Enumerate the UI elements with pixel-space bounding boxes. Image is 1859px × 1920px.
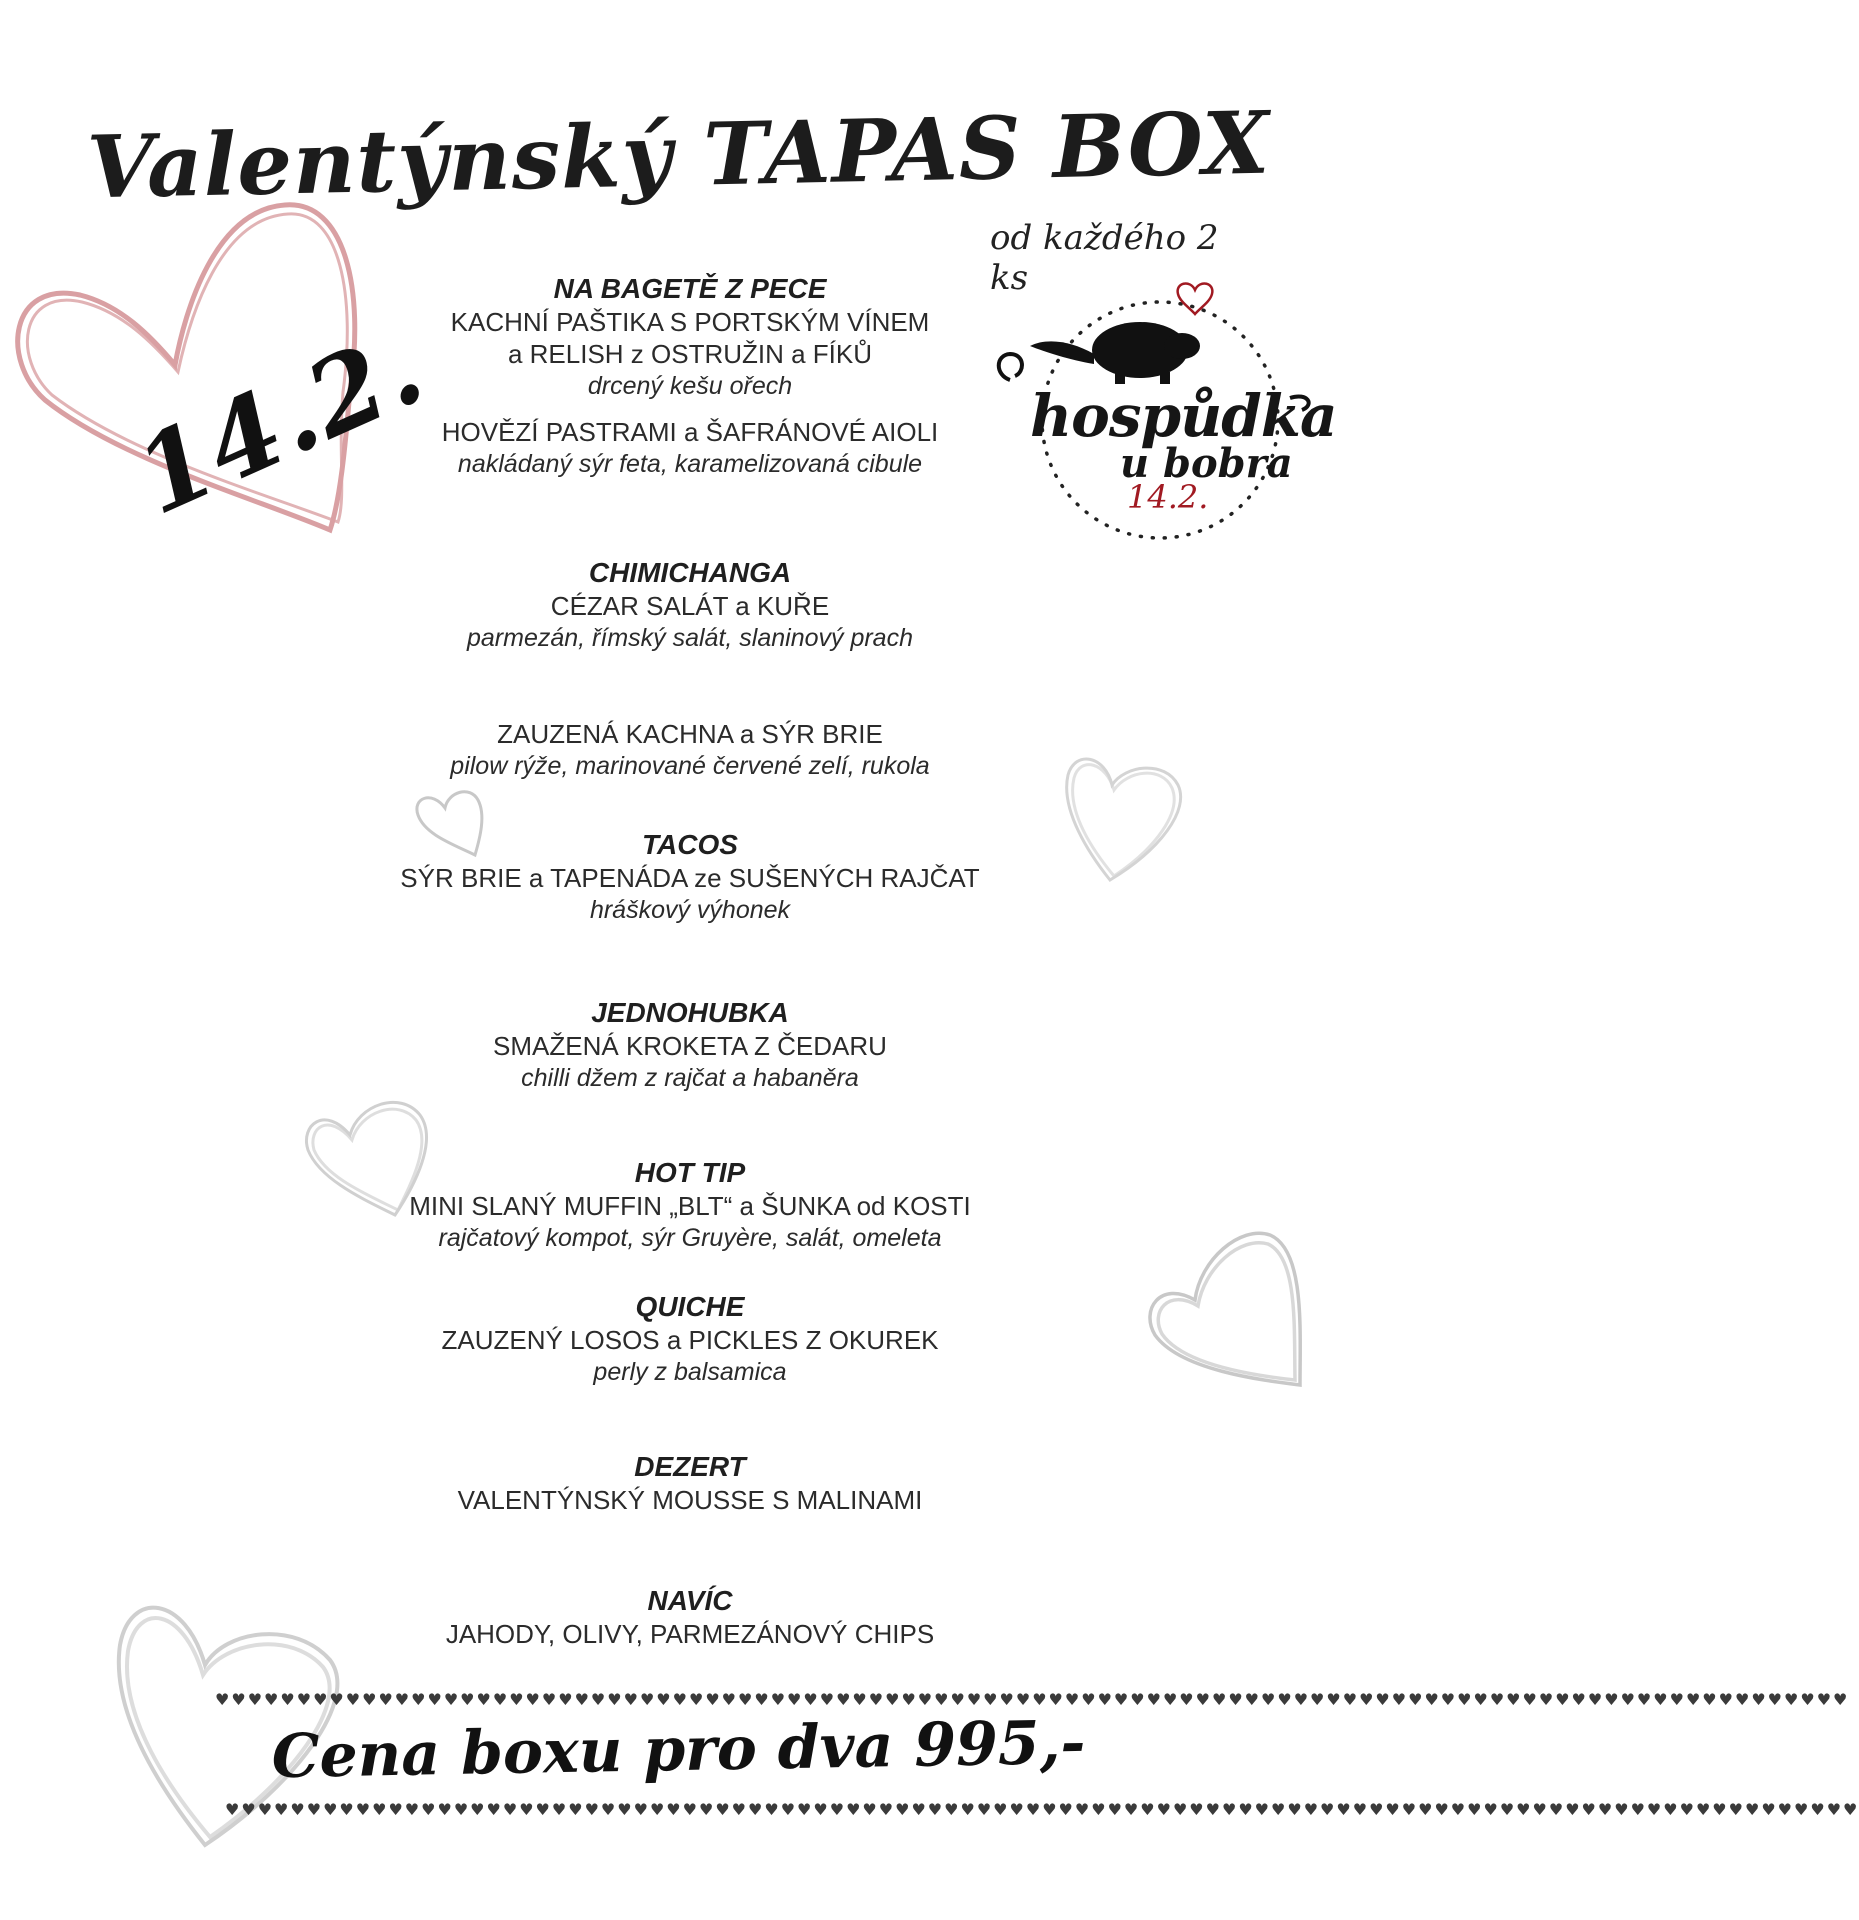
page-title: Valentýnský TAPAS BOX	[85, 92, 1272, 219]
menu-description: parmezán, římský salát, slaninový prach	[466, 624, 913, 652]
menu-item: ZAUZENÝ LOSOS a PICKLES Z OKUREK	[441, 1325, 939, 1355]
menu-category: TACOS	[642, 829, 738, 860]
logo-subtitle: u bobra	[1120, 440, 1293, 487]
decorative-heart-icon	[1140, 1220, 1310, 1390]
divider-hearts: ♥♥♥♥♥♥♥♥♥♥♥♥♥♥♥♥♥♥♥♥♥♥♥♥♥♥♥♥♥♥♥♥♥♥♥♥♥♥♥♥♥♥♥♥♥♥♥♥♥♥♥♥♥♥♥♥♥♥♥♥♥♥♥♥♥♥♥♥♥♥♥♥♥♥♥♥♥♥♥♥♥♥♥♥♥♥♥♥♥♥♥♥♥♥♥♥♥♥♥♥	[215, 1690, 1850, 1709]
menu-description: hráškový výhonek	[589, 896, 791, 924]
menu-section	[350, 718, 1030, 828]
menu-description: drcený kešu ořech	[587, 372, 793, 400]
menu-item: ZAUZENÁ KACHNA a SÝR BRIE	[497, 719, 883, 749]
menu-item: SÝR BRIE a TAPENÁDA ze SUŠENÝCH RAJČAT	[400, 863, 980, 893]
menu-category: DEZERT	[634, 1451, 746, 1482]
menu-section	[350, 416, 1030, 556]
menu-section	[350, 828, 1030, 996]
menu-item: KACHNÍ PAŠTIKA S PORTSKÝM VÍNEM	[450, 307, 930, 337]
menu-item: CÉZAR SALÁT a KUŘE	[550, 591, 830, 621]
menu-category: CHIMICHANGA	[588, 557, 792, 588]
menu-section	[350, 1450, 1030, 1584]
menu	[350, 272, 1030, 1650]
menu-item: a RELISH z OSTRUŽIN a FÍKŮ	[507, 339, 873, 369]
menu-item: JAHODY, OLIVY, PARMEZÁNOVÝ CHIPS	[445, 1619, 935, 1649]
menu-category: NAVÍC	[647, 1585, 733, 1616]
beaver-icon	[1030, 322, 1200, 384]
menu-section	[350, 1156, 1030, 1290]
menu-section	[350, 272, 1030, 416]
menu-category: QUICHE	[635, 1291, 745, 1322]
menu-section	[350, 996, 1030, 1156]
menu-description: chilli džem z rajčat a habaněra	[521, 1064, 859, 1092]
menu-section	[350, 1290, 1030, 1450]
menu-item: HOVĚZÍ PASTRAMI a ŠAFRÁNOVÉ AIOLI	[441, 417, 939, 447]
menu-category: JEDNOHUBKA	[591, 997, 789, 1028]
menu-description: pilow rýže, marinované červené zelí, rukola	[450, 752, 930, 780]
menu-description: perly z balsamica	[593, 1358, 787, 1386]
subtitle: od každého 2 ks	[990, 218, 1219, 298]
menu-item: VALENTÝNSKÝ MOUSSE S MALINAMI	[457, 1485, 923, 1515]
menu-category: HOT TIP	[634, 1157, 746, 1188]
decorative-heart-icon	[1050, 740, 1200, 890]
logo-date: 14.2.	[1127, 478, 1209, 516]
menu-description: rajčatový kompot, sýr Gruyère, salát, omeleta	[438, 1224, 942, 1252]
logo-name: hospůdka	[1030, 382, 1337, 450]
menu-section	[350, 1584, 1030, 1650]
menu-item: MINI SLANÝ MUFFIN „BLT“ a ŠUNKA od KOSTI	[409, 1191, 971, 1221]
menu-item: SMAŽENÁ KROKETA Z ČEDARU	[493, 1031, 887, 1061]
menu-section	[350, 556, 1030, 718]
date-label: 14.2.	[117, 304, 442, 539]
divider-hearts: ♥♥♥♥♥♥♥♥♥♥♥♥♥♥♥♥♥♥♥♥♥♥♥♥♥♥♥♥♥♥♥♥♥♥♥♥♥♥♥♥♥♥♥♥♥♥♥♥♥♥♥♥♥♥♥♥♥♥♥♥♥♥♥♥♥♥♥♥♥♥♥♥♥♥♥♥♥♥♥♥♥♥♥♥♥♥♥♥♥♥♥♥♥♥♥♥♥♥♥♥	[225, 1800, 1859, 1819]
menu-category: NA BAGETĚ Z PECE	[553, 273, 827, 304]
menu-description: nakládaný sýr feta, karamelizovaná cibule	[457, 450, 923, 478]
price-label: Cena boxu pro dva 995,-	[271, 1707, 1086, 1793]
